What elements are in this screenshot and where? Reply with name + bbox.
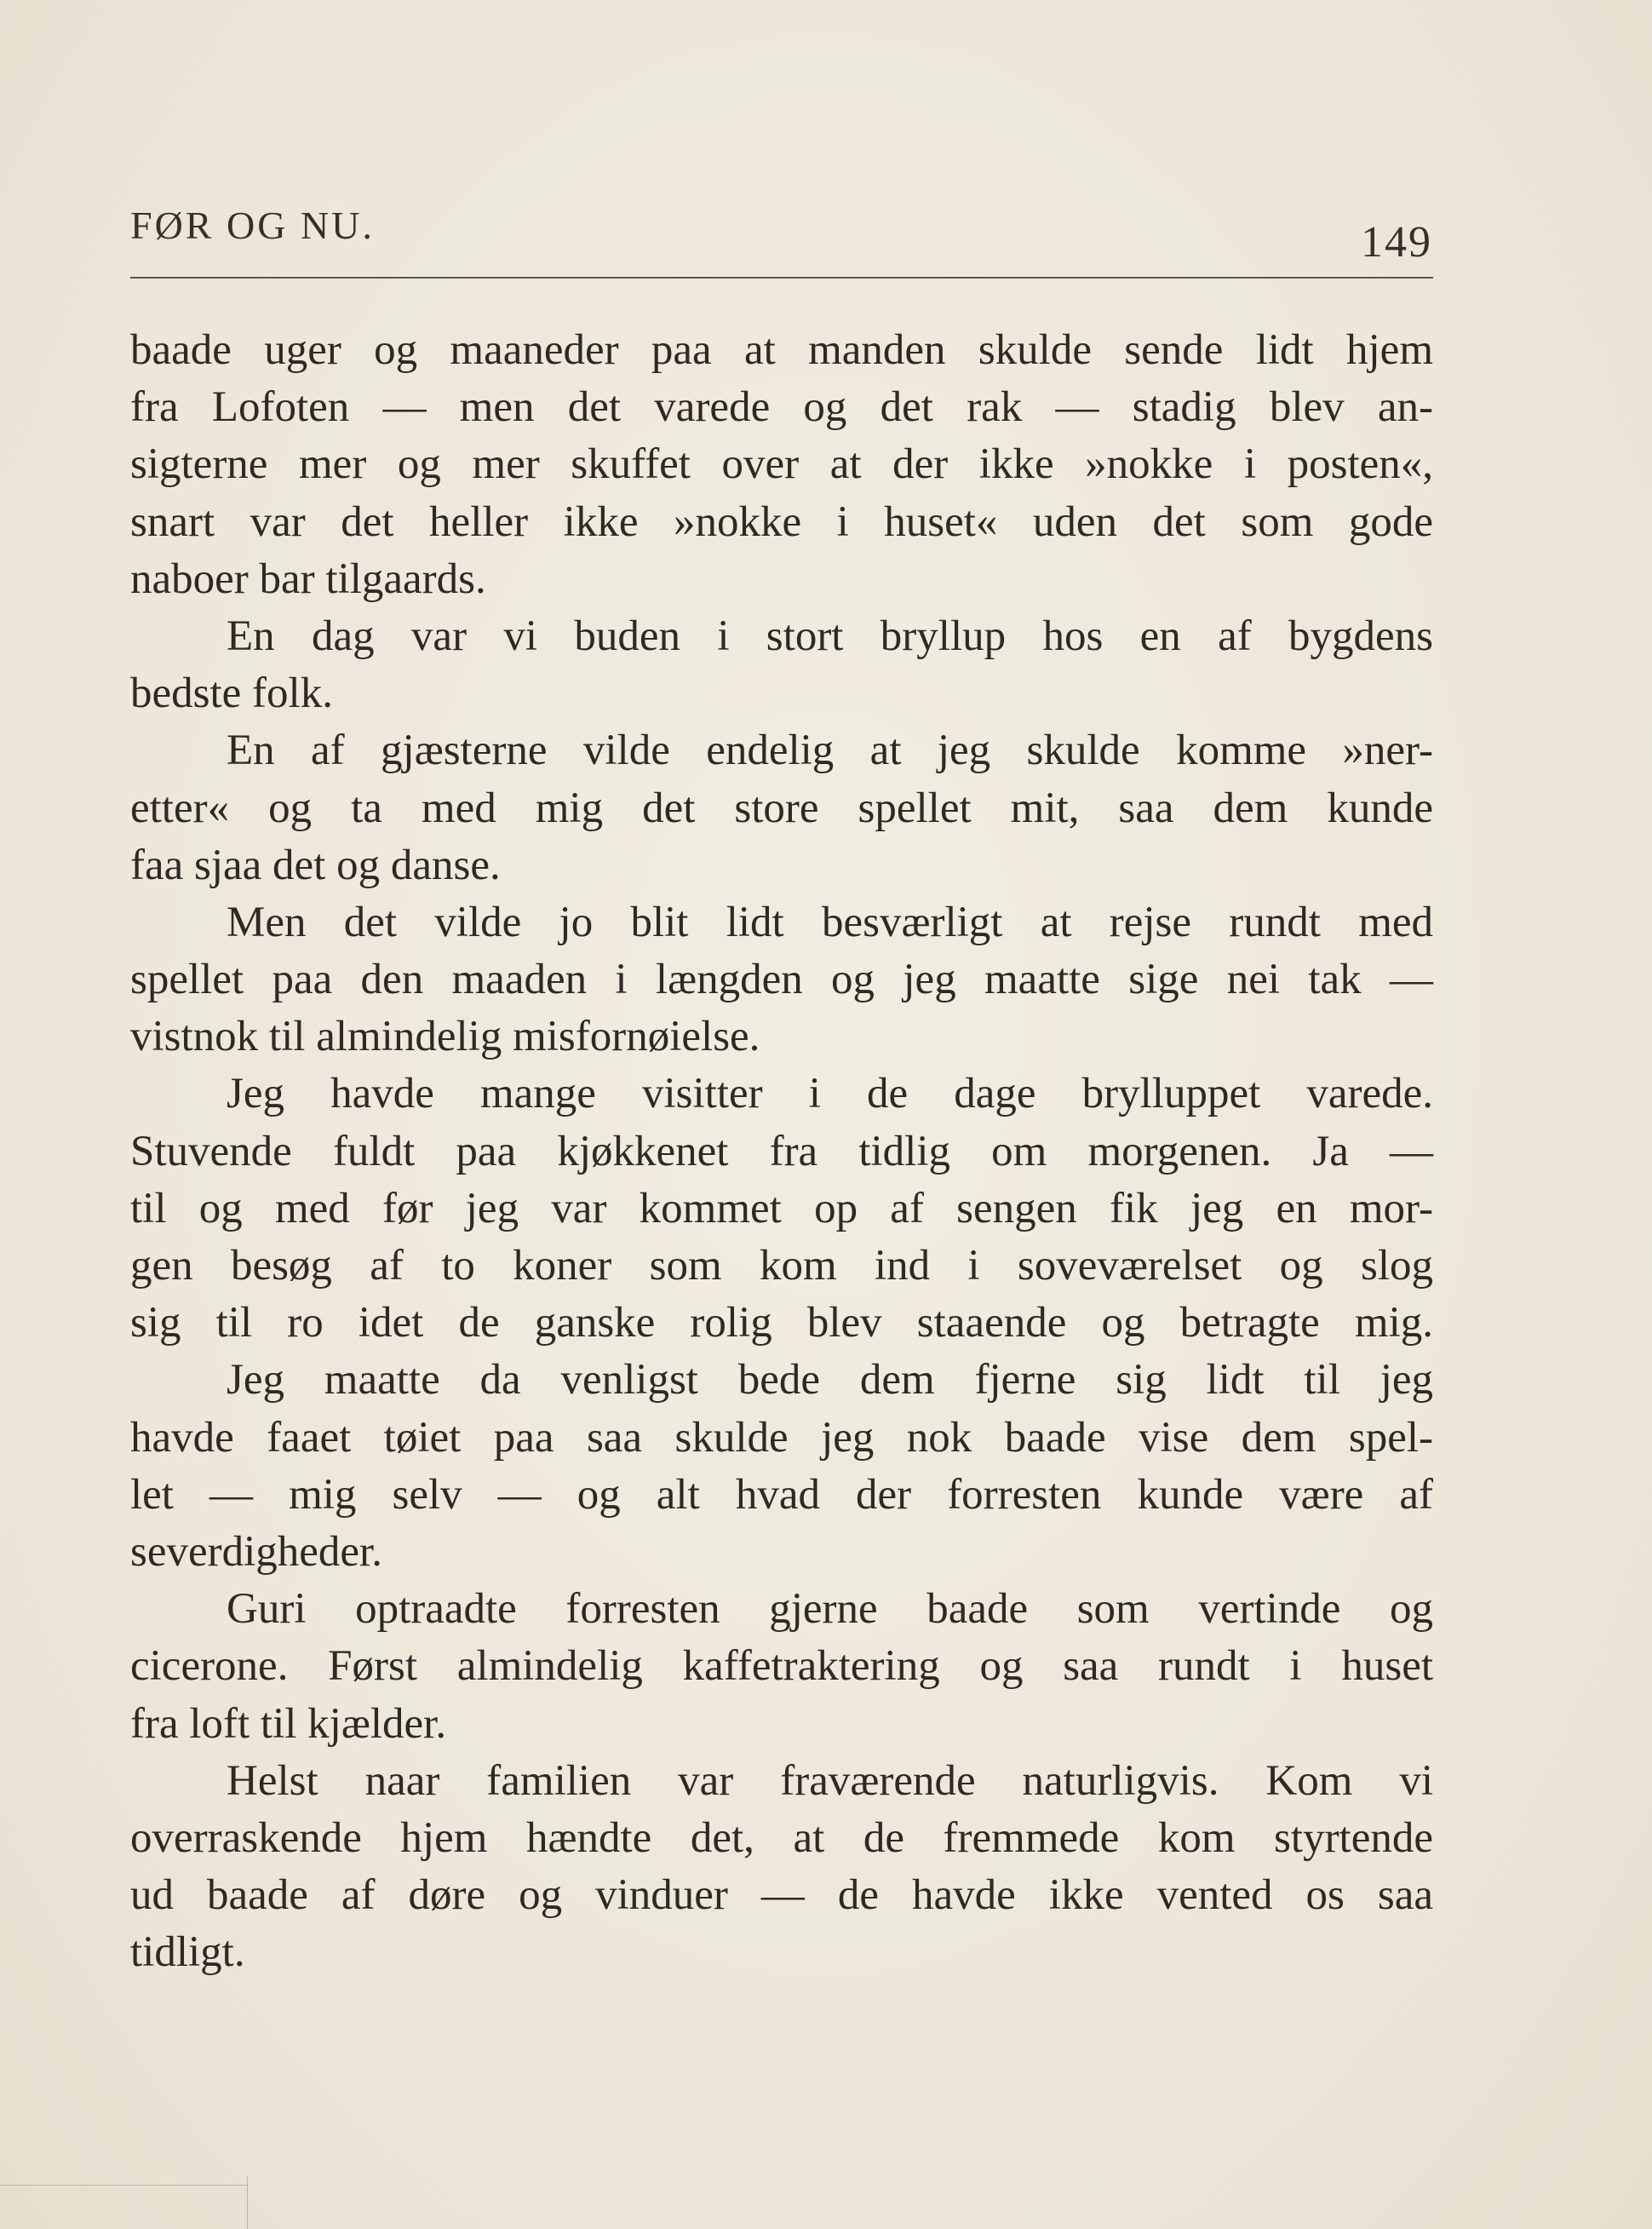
text-line: vistnok til almindelig misfornøielse. [130, 1013, 760, 1061]
scan-edge-mark [0, 2185, 247, 2186]
body-text [130, 322, 1433, 1981]
text-line: fra loft til kjælder. [130, 1699, 447, 1748]
text-line: severdigheder. [130, 1527, 382, 1576]
text-line: havde faaet tøiet paa saa skulde jeg nok baade vise dem spel- [130, 1413, 1433, 1462]
text-line: spellet paa den maaden i længden og jeg maatte sige nei tak — [130, 956, 1433, 1004]
text-line: gen besøg af to koner som kom ind i soveværelset og slog [130, 1242, 1433, 1290]
page-number: 149 [1361, 218, 1432, 267]
text-line: etter« og ta med mig det store spellet mit, saa dem kunde [130, 784, 1433, 832]
text-line: baade uger og maaneder paa at manden skulde sende lidt hjem [130, 326, 1433, 374]
text-line: tidligt. [130, 1928, 245, 1977]
text-line: bedste folk. [130, 669, 333, 718]
text-line: til og med før jeg var kommet op af sengen fik jeg en mor- [130, 1184, 1433, 1232]
text-line: Helst naar familien var fraværende naturligvis. Kom vi [227, 1756, 1433, 1805]
text-line: naboer bar tilgaards. [130, 554, 486, 603]
text-line: sig til ro idet de ganske rolig blev staaende og betragte mig. [130, 1299, 1433, 1347]
text-line: faa sjaa det og danse. [130, 841, 501, 889]
header-rule [130, 277, 1433, 279]
text-line: Men det vilde jo blit lidt besværligt at rejse rundt med [227, 898, 1433, 946]
text-line: let — mig selv — og alt hvad der forresten kunde være af [130, 1470, 1433, 1519]
text-line: Jeg maatte da venligst bede dem fjerne sig lidt til jeg [227, 1356, 1433, 1405]
text-line: Stuvende fuldt paa kjøkkenet fra tidlig om morgenen. Ja — [130, 1127, 1433, 1175]
running-head: FØR OG NU. [130, 204, 375, 247]
text-line: Jeg havde mange visitter i de dage brylluppet varede. [227, 1070, 1433, 1118]
text-line: Guri optraadte forresten gjerne baade som vertinde og [227, 1585, 1433, 1634]
text-line: sigterne mer og mer skuffet over at der ikke »nokke i posten«, [130, 440, 1433, 489]
text-line: snart var det heller ikke »nokke i huset« uden det som gode [130, 497, 1433, 546]
text-line: ud baade af døre og vinduer — de havde ikke vented os saa [130, 1871, 1433, 1920]
text-line: En dag var vi buden i stort bryllup hos en af bygdens [227, 612, 1433, 660]
text-line: cicerone. Først almindelig kaffetraktering og saa rundt i huset [130, 1642, 1433, 1691]
text-line: En af gjæsterne vilde endelig at jeg skulde komme »ner- [227, 727, 1433, 775]
text-line: fra Lofoten — men det varede og det rak — stadig blev an- [130, 383, 1433, 432]
scan-edge-mark-vertical [247, 2176, 248, 2229]
text-line: overraskende hjem hændte det, at de fremmede kom styrtende [130, 1813, 1433, 1862]
